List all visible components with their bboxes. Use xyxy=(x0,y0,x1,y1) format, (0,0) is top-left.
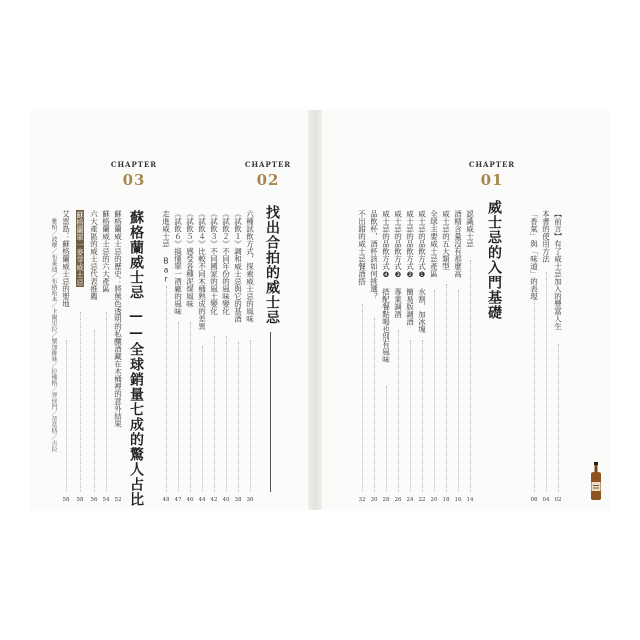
toc-entry[interactable]: 《試飲３》不同國家的風土變化 xyxy=(209,210,219,315)
toc-page-number: 36 xyxy=(246,497,254,503)
toc-page-number: 22 xyxy=(418,497,426,503)
toc-entry[interactable]: 認識威士忌 xyxy=(465,210,475,248)
bottle-label-line xyxy=(593,488,599,489)
leader-dots xyxy=(458,290,459,492)
book-gutter xyxy=(308,110,322,510)
leader-dots xyxy=(202,346,203,492)
chapter-03-subtitle: ——全球銷量七成的驚人占比 xyxy=(128,308,144,507)
toc-page-number: 06 xyxy=(530,497,538,503)
bottle-neck xyxy=(595,465,598,472)
toc-page-number: 58 xyxy=(62,497,70,503)
leader-dots xyxy=(190,322,191,492)
leader-dots xyxy=(80,312,81,492)
toc-entry[interactable]: 《試飲６》搞懂單一酒廠的風味 xyxy=(173,210,183,315)
leader-dots xyxy=(250,340,251,492)
toc-page-number: 44 xyxy=(198,497,206,503)
toc-page-number: 30 xyxy=(370,497,378,503)
toc-page-number: 24 xyxy=(406,497,414,503)
leader-dots xyxy=(534,296,535,492)
toc-entry[interactable]: 威士忌的品飲方式❷ 簡易版調酒 xyxy=(405,210,415,326)
toc-entry[interactable]: 威士忌的五大類型 xyxy=(441,210,451,270)
toc-page-number: 52 xyxy=(114,497,122,503)
toc-entry[interactable]: 《試飲４》比較不同木桶熟成的差異 xyxy=(197,210,207,330)
toc-entry[interactable]: 酒精含量沒有那麼高 xyxy=(453,210,463,278)
toc-entry[interactable]: 艾雷島：蘇格蘭威士忌的聖地 xyxy=(61,210,71,308)
toc-page-number: 04 xyxy=(542,497,550,503)
leader-dots xyxy=(94,330,95,492)
toc-entry-tagged[interactable]: 蘇格蘭單一麥芽威士忌 xyxy=(75,211,85,286)
leader-dots xyxy=(238,342,239,492)
toc-page-number: 20 xyxy=(430,497,438,503)
leader-dots xyxy=(422,340,423,492)
bottle-cap xyxy=(594,462,598,465)
whisky-bottle-icon xyxy=(586,462,606,500)
toc-entry[interactable]: 全球主要威士忌產區 xyxy=(429,210,439,278)
title-rule xyxy=(270,332,271,492)
leader-dots xyxy=(66,340,67,492)
leader-dots xyxy=(434,290,435,492)
leader-dots xyxy=(470,260,471,492)
toc-page-number: 48 xyxy=(162,497,170,503)
chapter-label: CHAPTER xyxy=(110,160,158,169)
leader-dots xyxy=(106,312,107,492)
toc-entry-intro[interactable]: 「香氣」與「味道」的表現 xyxy=(529,210,539,300)
toc-entry[interactable]: 不出錯的威士忌餐酒搭 xyxy=(357,210,367,285)
leader-dots xyxy=(446,284,447,492)
chapter-01-title: 威士忌的入門基礎 xyxy=(486,200,502,320)
toc-entry[interactable]: 六大產區的威士忌代表推薦 xyxy=(89,210,99,300)
toc-entry[interactable]: 蘇格蘭威士忌的六大產區 xyxy=(101,210,111,293)
toc-page-number: 32 xyxy=(358,497,366,503)
chapter-01-heading xyxy=(462,160,522,189)
leader-dots xyxy=(410,340,411,492)
toc-entry[interactable]: 蘇格蘭威士忌的歷史：將無色透明的私釀酒藏在木桶裡的意外結果 xyxy=(113,210,123,428)
chapter-03-title: 蘇格蘭威士忌 xyxy=(128,210,144,300)
bottle-label-line xyxy=(593,485,599,486)
leader-dots xyxy=(398,330,399,492)
toc-page-number: 16 xyxy=(454,497,462,503)
toc-entry-intro[interactable]: 【前言】有了威士忌加入的豐富人生 xyxy=(553,210,563,330)
toc-entry-intro[interactable]: 本書的使用方法 xyxy=(541,210,551,263)
toc-entry[interactable]: 威士忌的品飲方式❶ 水割．加冰塊 xyxy=(417,210,427,333)
toc-page-number: 56 xyxy=(90,497,98,503)
leader-dots xyxy=(362,304,363,492)
toc-entry[interactable]: 走進威士忌 Bar xyxy=(161,210,171,284)
toc-page-number: 38 xyxy=(234,497,242,503)
toc-page-number: 18 xyxy=(442,497,450,503)
chapter-label: CHAPTER xyxy=(468,160,516,169)
bottle-label xyxy=(592,482,601,491)
toc-entry[interactable]: 六種試飲方式，探索威士忌的風味 xyxy=(245,210,255,323)
toc-entry[interactable]: 威士忌的品飲方式❹ 搭配餐點喝也別有風味 xyxy=(381,210,391,363)
chapter-02-title: 找出合拍的威士忌 xyxy=(264,205,280,325)
chapter-number: 03 xyxy=(122,171,146,189)
chapter-02-heading xyxy=(238,160,298,189)
chapter-number: 02 xyxy=(256,171,280,189)
toc-page-number: 02 xyxy=(554,497,562,503)
toc-entry[interactable]: 威士忌的品飲方式❸ 專業調酒 xyxy=(393,210,403,318)
toc-page-number: 46 xyxy=(186,497,194,503)
leader-dots xyxy=(214,336,215,492)
leader-dots xyxy=(374,318,375,492)
leader-dots xyxy=(558,344,559,492)
toc-page-number: 40 xyxy=(222,497,230,503)
toc-page-number: 14 xyxy=(466,497,474,503)
chapter-label: CHAPTER xyxy=(244,160,292,169)
leader-dots xyxy=(226,336,227,492)
toc-page-number: 47 xyxy=(174,497,182,503)
toc-page-number: 28 xyxy=(382,497,390,503)
leader-dots xyxy=(166,286,167,492)
toc-page-number: 42 xyxy=(210,497,218,503)
leader-dots xyxy=(546,272,547,492)
leader-dots xyxy=(386,386,387,492)
chapter-03-heading xyxy=(104,160,164,189)
toc-page-number: 26 xyxy=(394,497,402,503)
chapter-number: 01 xyxy=(480,171,504,189)
leader-dots xyxy=(178,322,179,492)
toc-entry[interactable]: 《試飲１》調和威士忌與它的基酒 xyxy=(233,210,243,323)
toc-entry[interactable]: 《試飲２》不同年份的風味變化 xyxy=(221,210,231,315)
toc-entry[interactable]: 《試飲５》感受各種泥煤風味 xyxy=(185,210,195,308)
toc-entry-detail: 雅柏／波摩／布萊迪／布納哈本／卡爾里拉／樂加維林／拉佛格／齊侯門／蒂莫特／吉拉 xyxy=(50,218,57,452)
toc-entry[interactable]: 品飲杯，酒杯該如何挑選？ xyxy=(369,210,379,300)
toc-page-number: 54 xyxy=(102,497,110,503)
toc-page-number: 58 xyxy=(76,497,84,503)
